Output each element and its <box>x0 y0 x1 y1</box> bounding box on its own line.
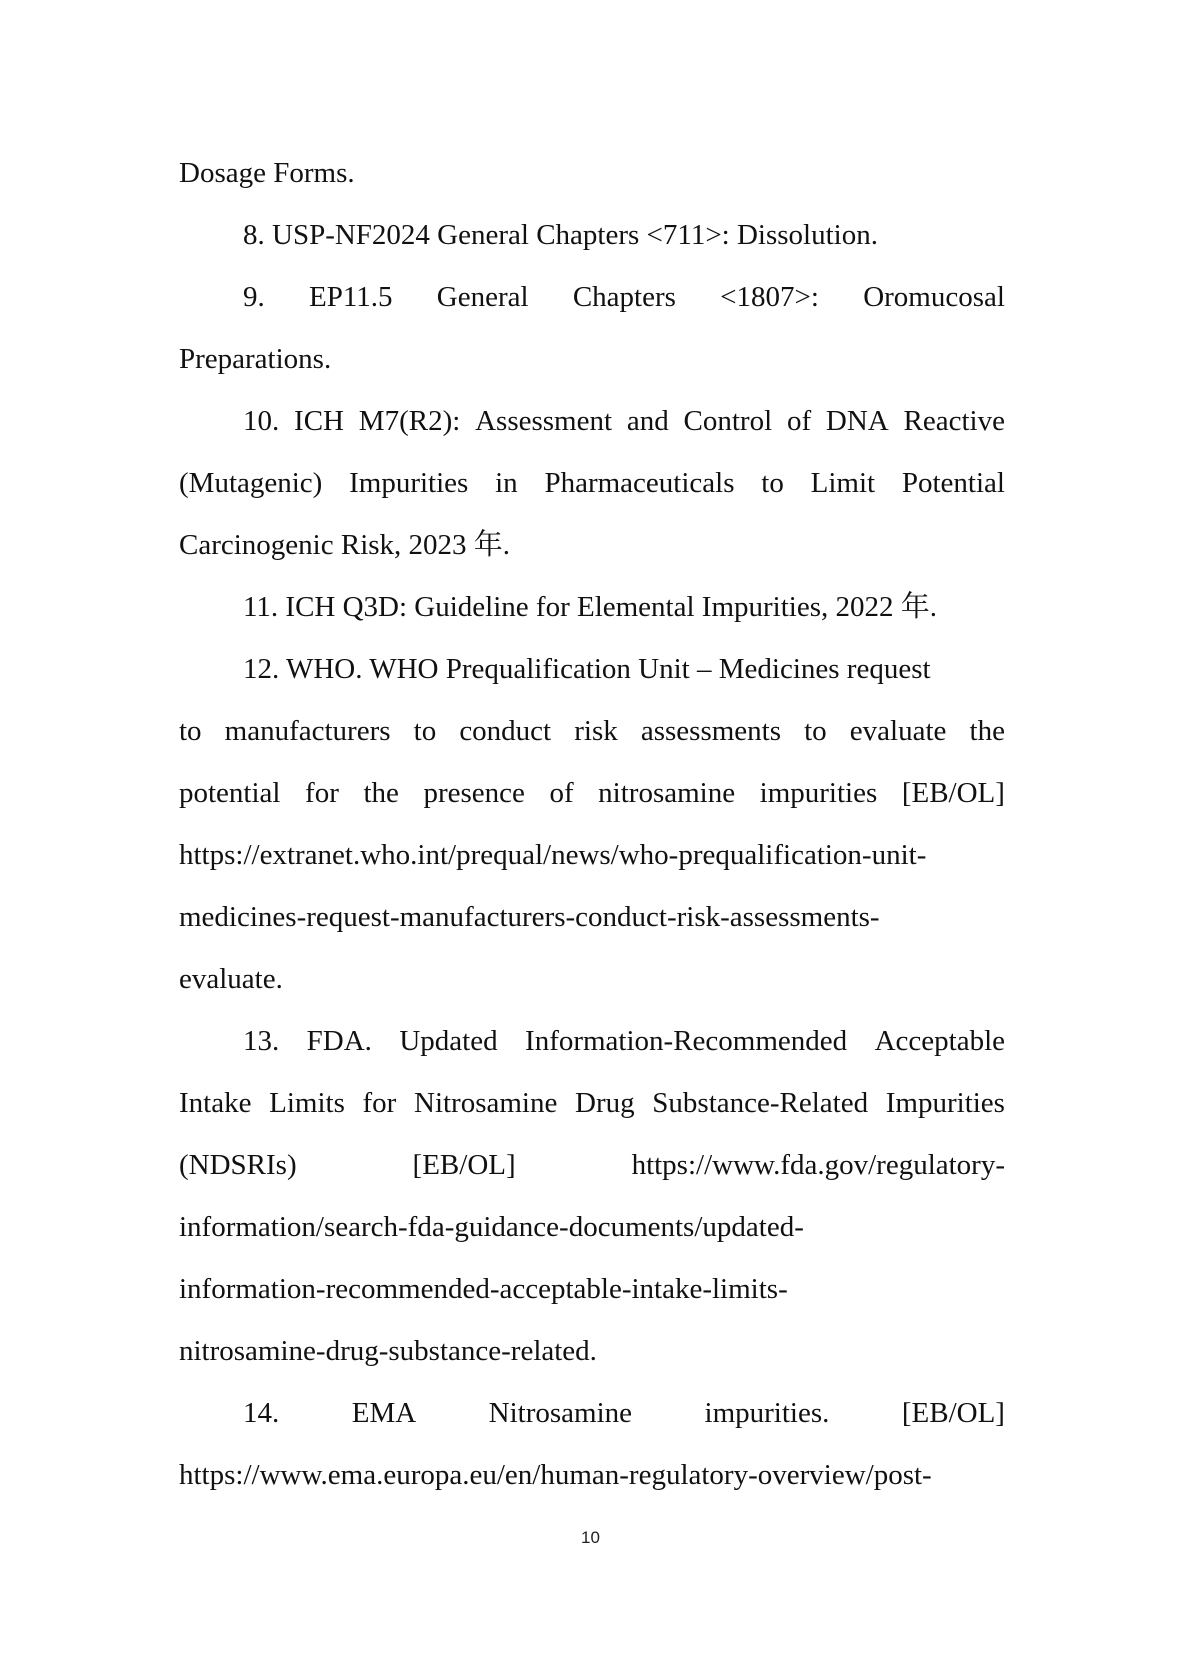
word: in <box>495 467 518 499</box>
word: 9. <box>243 281 265 313</box>
word: [EB/OL] <box>412 1149 516 1181</box>
word: ICH <box>294 405 344 437</box>
reference-url-line: medicines-request-manufacturers-conduct-risk-assessments- <box>179 901 880 933</box>
word: evaluate <box>849 715 947 747</box>
word: to <box>761 467 784 499</box>
word: https://www.fda.gov/regulatory- <box>631 1149 1005 1181</box>
word: Limits <box>269 1087 345 1119</box>
word: 14. <box>243 1397 280 1429</box>
word: <1807>: <box>720 281 819 313</box>
word: Limit <box>810 467 876 499</box>
word: Acceptable <box>874 1025 1005 1057</box>
word: presence <box>423 777 525 809</box>
word: of <box>549 777 574 809</box>
word: (NDSRIs) <box>179 1149 297 1181</box>
word: Potential <box>901 467 1005 499</box>
reference-url-line: information-recommended-acceptable-intake-limits- <box>179 1273 788 1305</box>
word: DNA <box>825 405 889 437</box>
word: for <box>362 1087 397 1119</box>
word: Substance-Related <box>652 1087 869 1119</box>
word: the <box>969 715 1005 747</box>
reference-url-line: nitrosamine-drug-substance-related. <box>179 1335 597 1367</box>
word: 13. <box>243 1025 280 1057</box>
word: Impurities <box>349 467 469 499</box>
word: nitrosamine <box>598 777 736 809</box>
word: EP11.5 <box>309 281 393 313</box>
reference-item-9 <box>179 266 1005 328</box>
page-number: 10 <box>581 1528 600 1547</box>
word: Oromucosal <box>863 281 1005 313</box>
word: Updated <box>399 1025 498 1057</box>
word: impurities. <box>704 1397 830 1429</box>
reference-line <box>179 1134 1005 1196</box>
word: Nitrosamine <box>488 1397 633 1429</box>
reference-item-14 <box>179 1382 1005 1444</box>
word: Intake <box>179 1087 252 1119</box>
word: assessments <box>640 715 782 747</box>
reference-item-12: 12. WHO. WHO Prequalification Unit – Medicines request <box>243 653 931 685</box>
word: conduct <box>459 715 552 747</box>
word: Reactive <box>903 405 1005 437</box>
word: FDA. <box>306 1025 372 1057</box>
reference-item-11: 11. ICH Q3D: Guideline for Elemental Impurities, 2022 年. <box>243 591 937 623</box>
reference-line: Carcinogenic Risk, 2023 年. <box>179 529 511 561</box>
word: to <box>804 715 827 747</box>
reference-item-13 <box>179 1010 1005 1072</box>
word: of <box>786 405 812 437</box>
reference-line <box>179 1072 1005 1134</box>
word: 10. <box>243 405 280 437</box>
word: and <box>626 405 669 437</box>
reference-url-line: information/search-fda-guidance-documents/updated- <box>179 1211 804 1243</box>
reference-line <box>179 700 1005 762</box>
word: EMA <box>351 1397 417 1429</box>
reference-line: Preparations. <box>179 343 332 375</box>
word: Impurities <box>885 1087 1005 1119</box>
word: to <box>179 715 202 747</box>
word: General <box>436 281 529 313</box>
reference-item-8: 8. USP-NF2024 General Chapters <711>: Dissolution. <box>243 219 878 251</box>
word: impurities <box>759 777 878 809</box>
word: (Mutagenic) <box>179 467 323 499</box>
reference-line: Dosage Forms. <box>179 157 355 189</box>
word: Drug <box>575 1087 635 1119</box>
reference-line <box>179 762 1005 824</box>
reference-line <box>179 452 1005 514</box>
word: Control <box>683 405 773 437</box>
word: Assessment <box>475 405 613 437</box>
word: potential <box>179 777 281 809</box>
word: Information-Recommended <box>525 1025 848 1057</box>
word: [EB/OL] <box>901 777 1005 809</box>
reference-url-line: https://www.ema.europa.eu/en/human-regulatory-overview/post- <box>179 1459 932 1491</box>
reference-line: evaluate. <box>179 963 283 995</box>
word: Chapters <box>572 281 676 313</box>
reference-item-10 <box>179 390 1005 452</box>
word: M7(R2): <box>358 405 461 437</box>
word: the <box>363 777 399 809</box>
reference-url-line: https://extranet.who.int/prequal/news/who-prequalification-unit- <box>179 839 927 871</box>
word: risk <box>574 715 618 747</box>
word: Pharmaceuticals <box>544 467 735 499</box>
word: Nitrosamine <box>414 1087 558 1119</box>
word: to <box>413 715 437 747</box>
reference-list <box>179 142 1005 1506</box>
word: [EB/OL] <box>901 1397 1005 1429</box>
word: for <box>305 777 339 809</box>
word: manufacturers <box>224 715 391 747</box>
